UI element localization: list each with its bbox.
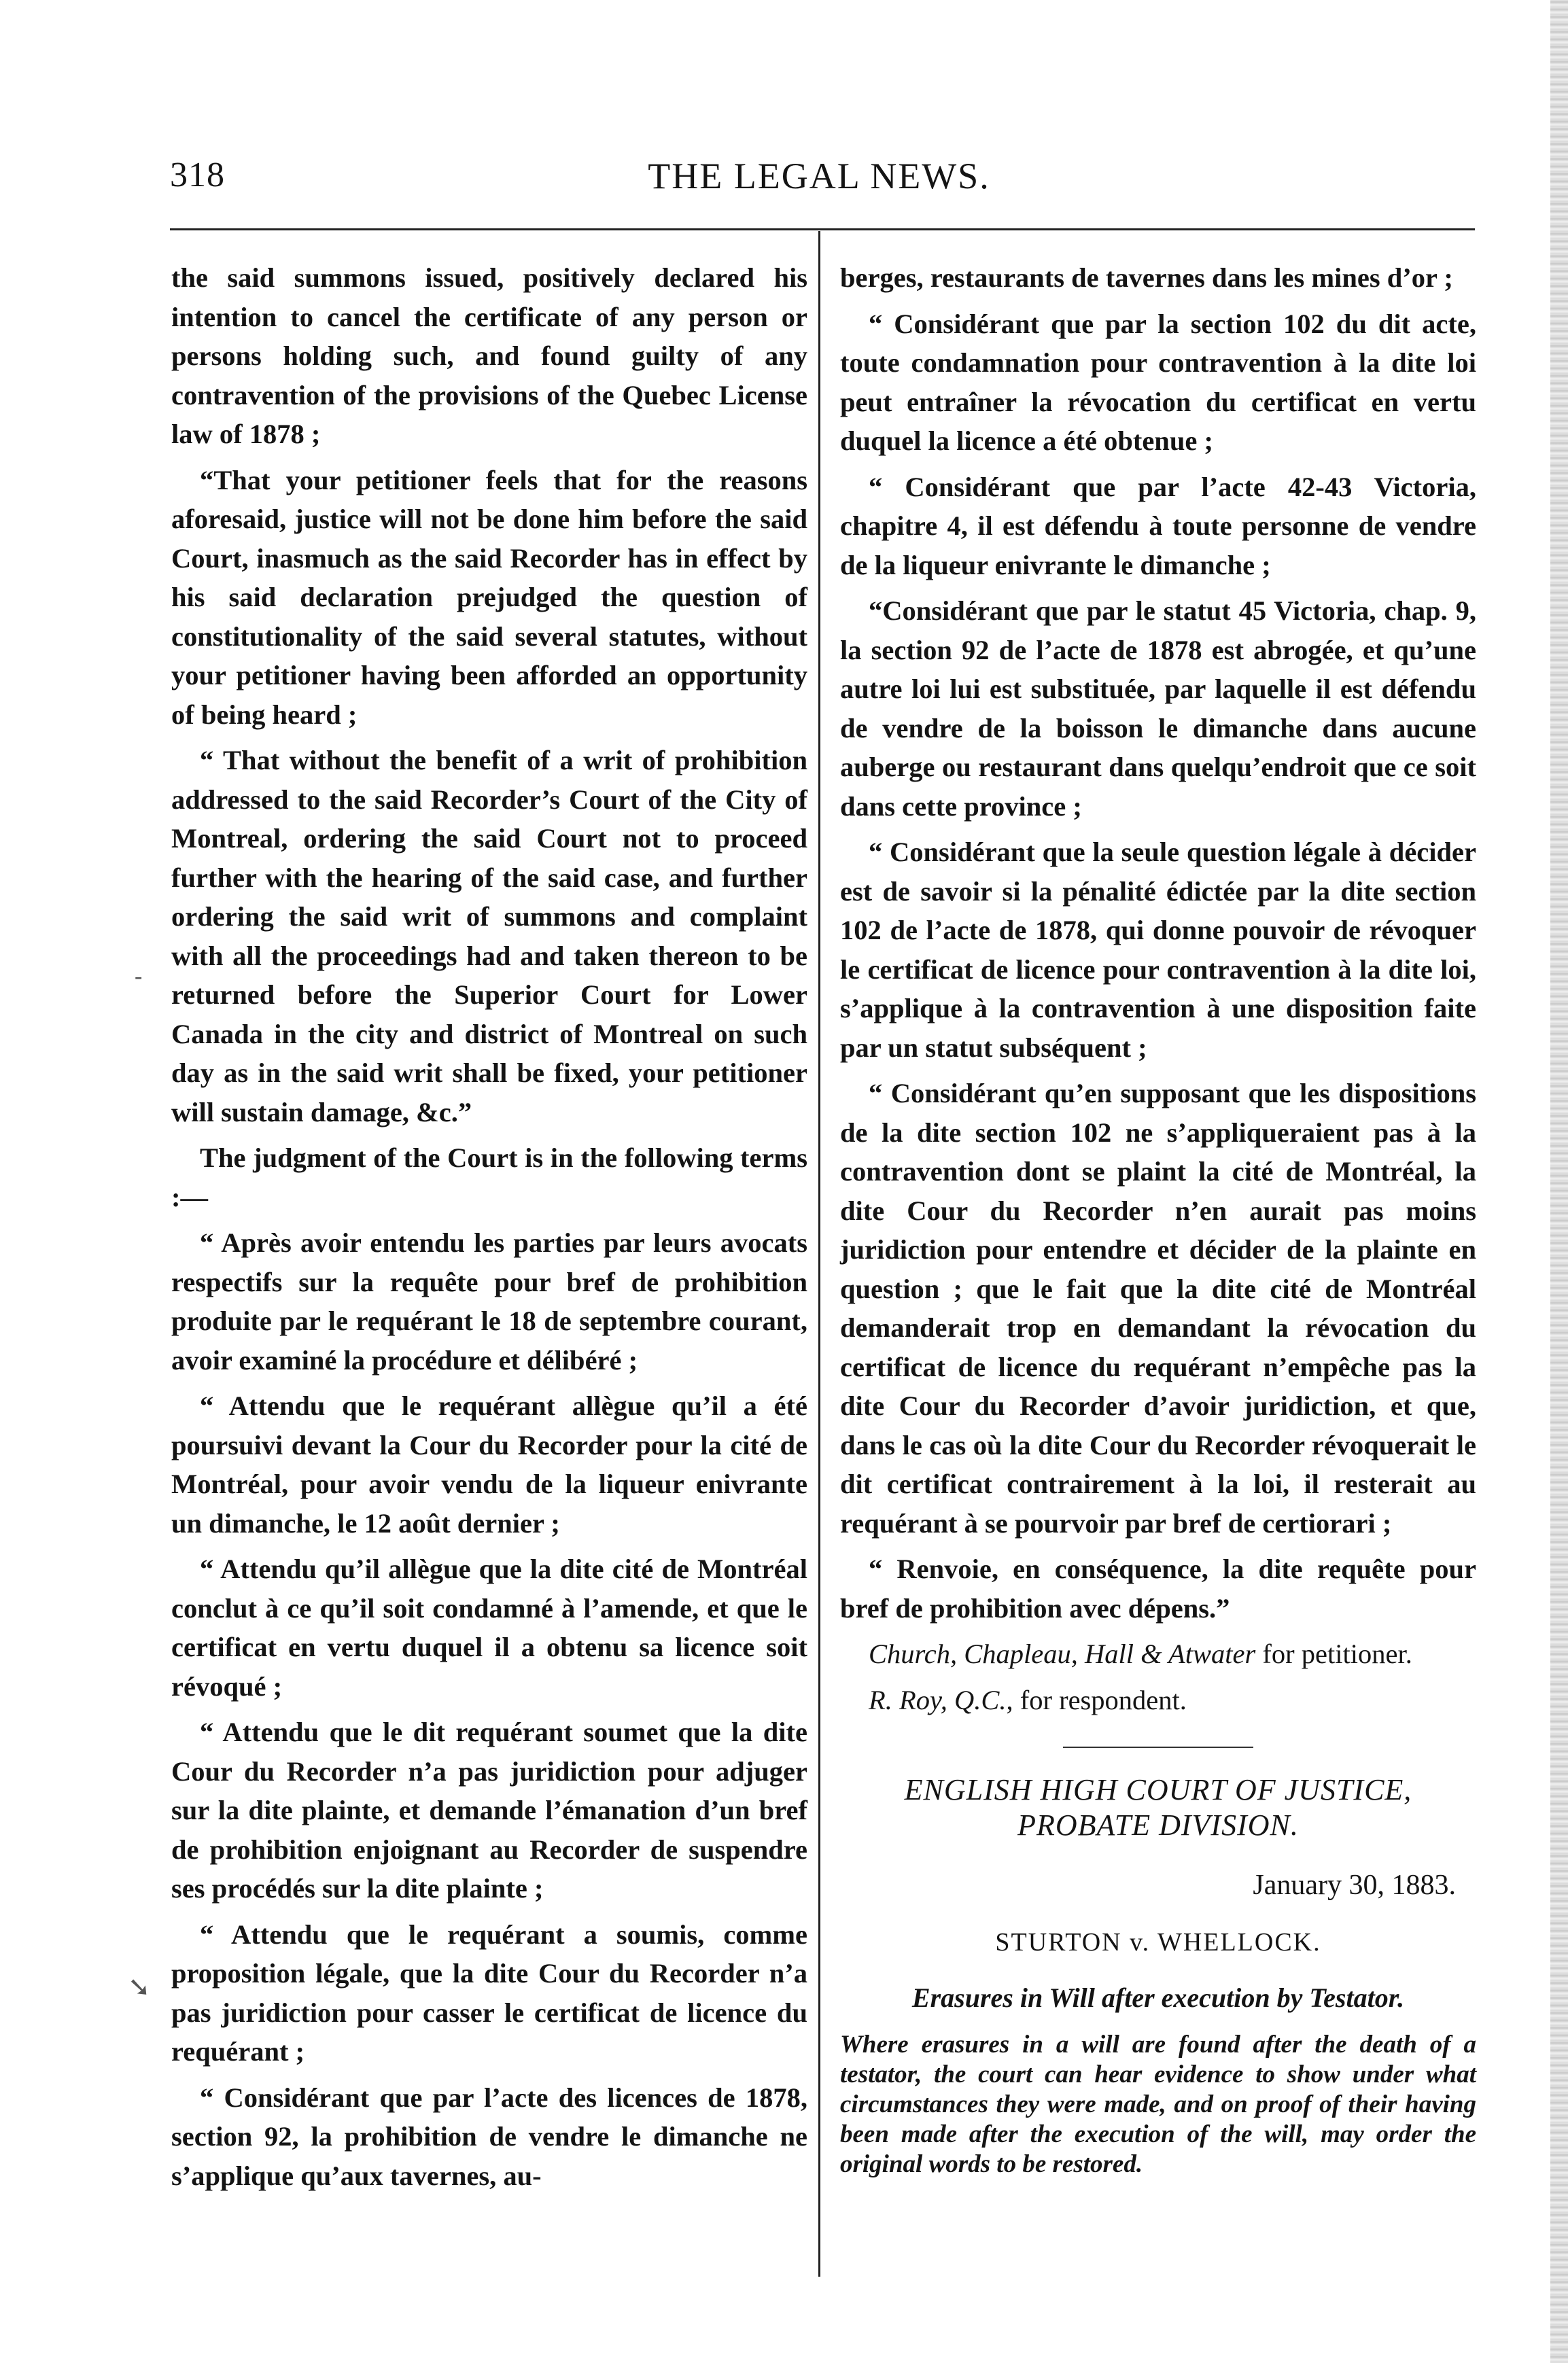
paragraph: the said summons issued, positively declared his intention to cancel the certificate of any person or persons holding such, and found guilty of any contravention of the provisions of the Quebec License law of 1878 ;: [171, 262, 807, 449]
paragraph: “ That without the benefit of a writ of prohibition addressed to the said Recorder’s Court of the City of Montreal, ordering the said Court not to proceed further with the hearing of the said case, and further ordering the said writ of summons and complaint with all the proceedings had and taken thereon to be returned before the Superior Court for Lower Canada in the city and district of Montreal on such day as in the said writ shall be fixed, your petitioner will sustain damage, &c.”: [171, 745, 807, 1127]
paragraph: “ Considérant qu’en supposant que les dispositions de la dite section 102 ne s’appliqueraient pas à la contravention dont se plaint la cité de Montréal, la dite Cour du Recorder n’en aurait pas moins juridiction pour entendre et décider de la plainte en question ; que le fait que la dite cité de Montréal demanderait trop en demandant la révocation du certificat de licence du requérant n’empêche pas la dite Cour du Recorder d’avoir juridiction, et que, dans le cas où la dite Cour du Recorder révoquerait le dit certificat contrairement à la loi, il resterait au requérant à se pourvoir par bref de certiorari ;: [840, 1078, 1476, 1539]
paragraph: “ Considérant que par la section 102 du dit acte, toute condamnation pour contravention à la dite loi peut entraîner la révocation du certificat en vertu duquel la licence a été obtenue ;: [840, 308, 1476, 456]
respondent-counsel-name: R. Roy, Q.C.: [869, 1684, 1007, 1715]
paragraph: “ Après avoir entendu les parties par leurs avocats respectifs sur la requête pour bref de prohibition produite par le requérant le 18 de septembre courant, avoir examiné la procédure et délibéré ;: [171, 1227, 807, 1376]
left-column: [171, 258, 807, 2202]
paragraph: berges, restaurants de tavernes dans les mines d’or ;: [840, 262, 1453, 293]
paragraph: “ Attendu qu’il allègue que la dite cité de Montréal conclut à ce qu’il soit condamné à l’amende, et que le certificat en vertu duquel il a obtenu sa licence soit révoqué ;: [171, 1554, 807, 1702]
running-head: THE LEGAL NEWS.: [648, 156, 990, 196]
case-headnote: Where erasures in a will are found after the death of a testator, the court can hear evidence to show under what circumstances they were made, and on proof of their having been made after the execution of the will, may order the original words to be restored.: [840, 2030, 1476, 2178]
paragraph: “ Attendu que le dit requérant soumet que la dite Cour du Recorder n’a pas juridiction pour adjuger sur la dite plainte, et demande l’émanation d’un bref de prohibition enjoignant au Recorder de suspendre ses procédés sur la dite plainte ;: [171, 1717, 807, 1904]
counsel-petitioner: [840, 1634, 1476, 1674]
paragraph: “ Renvoie, en conséquence, la dite requête pour bref de prohibition avec dépens.”: [840, 1554, 1476, 1624]
petitioner-counsel-names: Church, Chapleau, Hall & Atwater: [869, 1639, 1256, 1669]
paragraph: “That your petitioner feels that for the reasons aforesaid, justice will not be done him before the said Court, inasmuch as the said Recorder has in effect by his said declaration prejudged the question of constitutionality of the said several statutes, without your petitioner having been afforded an opportunity of being heard ;: [171, 464, 807, 730]
page-edge-shadow: [1550, 0, 1568, 2363]
respondent-role: , for respondent.: [1006, 1684, 1187, 1715]
paragraph: “ Attendu que le requérant allègue qu’il a été poursuivi devant la Cour du Recorder pour la cité de Montréal, pour avoir vendu de la liqueur enivrante un dimanche, le 12 août dernier ;: [171, 1390, 807, 1539]
counsel-respondent: [840, 1681, 1476, 1720]
case-subject: Erasures in Will after execution by Testator.: [911, 1982, 1405, 2013]
column-divider: [818, 231, 820, 2277]
paragraph: “Considérant que par le statut 45 Victoria, chap. 9, la section 92 de l’acte de 1878 est abrogée, et qu’une autre loi lui est substituée, par laquelle il est défendu de vendre de la boisson le dimanche dans aucune auberge ou restaurant dans quelqu’endroit que ce soit dans cette province ;: [840, 595, 1476, 822]
case-date: January 30, 1883.: [1253, 1870, 1456, 1901]
court-heading: ENGLISH HIGH COURT OF JUSTICE, PROBATE DIVISION.: [904, 1773, 1412, 1842]
header-rule: [170, 228, 1475, 230]
petitioner-role: for petitioner.: [1255, 1639, 1412, 1669]
page-header: [170, 155, 1468, 209]
section-rule: [1063, 1747, 1253, 1748]
margin-dash-mark: -: [135, 964, 143, 989]
paragraph: “ Considérant que par l’acte des licences de 1878, section 92, la prohibition de vendre le dimanche ne s’applique qu’aux tavernes, au-: [171, 2082, 807, 2191]
right-column: [840, 258, 1476, 2180]
paragraph: “ Attendu que le requérant a soumis, comme proposition légale, que la dite Cour du Recorder n’a pas juridiction pour casser le certificat de licence du requérant ;: [171, 1919, 807, 2067]
page-number: 318: [170, 156, 225, 194]
margin-arrow-mark: ➘: [128, 1972, 151, 2002]
case-name: STURTON v. WHELLOCK.: [995, 1927, 1321, 1957]
paragraph: The judgment of the Court is in the following terms :—: [171, 1142, 807, 1212]
paragraph: “ Considérant que par l’acte 42-43 Victoria, chapitre 4, il est défendu à toute personne de vendre de la liqueur enivrante le dimanche ;: [840, 471, 1476, 580]
paragraph: “ Considérant que la seule question légale à décider est de savoir si la pénalité édictée par la dite section 102 de l’acte de 1878, qui donne pouvoir de révoquer le certificat de licence pour contravention à la dite loi, s’applique à la contravention à une disposition faite par un statut subséquent ;: [840, 837, 1476, 1063]
